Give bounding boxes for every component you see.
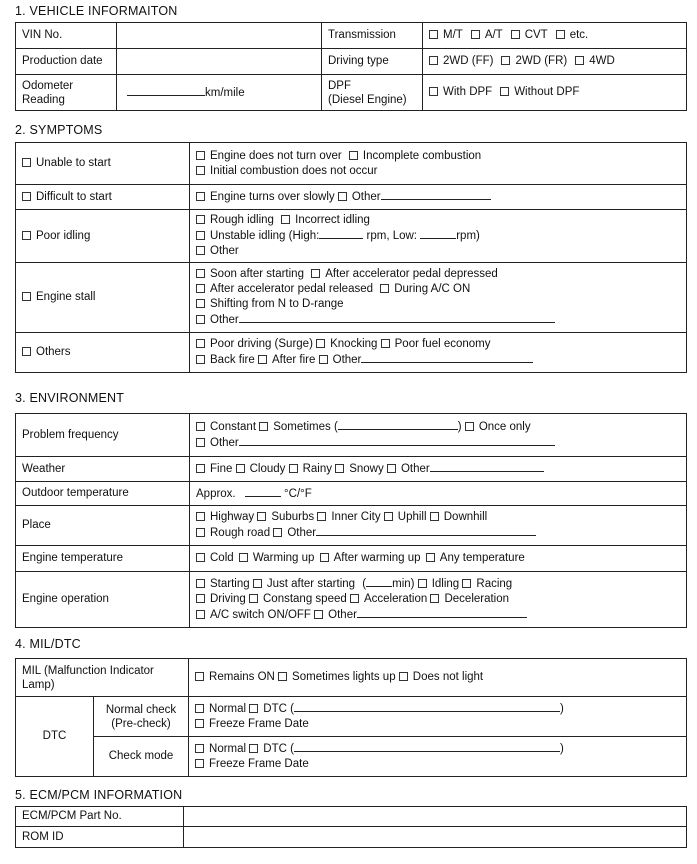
section-title-vehicle-info: 1. VEHICLE INFORMAITON (15, 4, 178, 18)
section-title-environment: 3. ENVIRONMENT (15, 391, 125, 405)
section-title-mil-dtc: 4. MIL/DTC (15, 637, 81, 651)
checkbox-icon[interactable] (380, 284, 389, 293)
checkbox-icon[interactable] (257, 512, 266, 521)
transmission-label: Transmission (322, 23, 423, 49)
checkbox-icon[interactable] (511, 30, 520, 39)
engine-operation-label: Engine operation (16, 572, 190, 628)
checkbox-icon[interactable] (320, 553, 329, 562)
section-title-symptoms: 2. SYMPTOMS (15, 123, 103, 137)
checkbox-icon[interactable] (195, 704, 204, 713)
odometer-field[interactable]: km/mile (117, 75, 322, 111)
checkbox-icon[interactable] (556, 30, 565, 39)
checkbox-icon[interactable] (259, 422, 268, 431)
transmission-options: M/T A/T CVT etc. (423, 23, 687, 49)
checkbox-icon[interactable] (253, 579, 262, 588)
checkbox-icon[interactable] (22, 292, 31, 301)
engine-temperature-label: Engine temperature (16, 546, 190, 572)
checkbox-icon[interactable] (349, 151, 358, 160)
checkbox-icon[interactable] (236, 464, 245, 473)
checkbox-icon[interactable] (317, 512, 326, 521)
problem-frequency-label: Problem frequency (16, 414, 190, 457)
checkbox-icon[interactable] (319, 355, 328, 364)
checkbox-icon[interactable] (311, 269, 320, 278)
checkbox-icon[interactable] (196, 284, 205, 293)
checkbox-icon[interactable] (462, 579, 471, 588)
checkbox-icon[interactable] (316, 339, 325, 348)
checkbox-icon[interactable] (196, 269, 205, 278)
checkbox-icon[interactable] (249, 704, 258, 713)
checkbox-icon[interactable] (350, 594, 359, 603)
checkbox-icon[interactable] (426, 553, 435, 562)
checkbox-icon[interactable] (22, 347, 31, 356)
checkbox-icon[interactable] (196, 246, 205, 255)
checkbox-icon[interactable] (429, 87, 438, 96)
ecm-part-no-field[interactable] (184, 807, 687, 827)
checkbox-icon[interactable] (429, 30, 438, 39)
checkbox-icon[interactable] (500, 87, 509, 96)
checkbox-icon[interactable] (430, 594, 439, 603)
checkbox-icon[interactable] (196, 231, 205, 240)
symptom-others[interactable]: Others (16, 333, 190, 373)
checkbox-icon[interactable] (195, 719, 204, 728)
checkbox-icon[interactable] (196, 339, 205, 348)
checkbox-icon[interactable] (465, 422, 474, 431)
checkbox-icon[interactable] (335, 464, 344, 473)
checkbox-icon[interactable] (418, 579, 427, 588)
outdoor-temperature-label: Outdoor temperature (16, 482, 190, 506)
checkbox-icon[interactable] (387, 464, 396, 473)
checkbox-icon[interactable] (273, 528, 282, 537)
checkbox-icon[interactable] (196, 355, 205, 364)
symptom-engine-stall[interactable]: Engine stall (16, 263, 190, 333)
checkbox-icon[interactable] (249, 744, 258, 753)
symptom-poor-idling[interactable]: Poor idling (16, 210, 190, 263)
checkbox-icon[interactable] (501, 56, 510, 65)
ecm-part-no-label: ECM/PCM Part No. (16, 807, 184, 827)
checkbox-icon[interactable] (196, 438, 205, 447)
checkbox-icon[interactable] (196, 579, 205, 588)
checkbox-icon[interactable] (196, 151, 205, 160)
driving-type-options: 2WD (FF) 2WD (FR) 4WD (423, 49, 687, 75)
checkbox-icon[interactable] (258, 355, 267, 364)
checkbox-icon[interactable] (196, 299, 205, 308)
checkbox-icon[interactable] (22, 231, 31, 240)
symptom-difficult-to-start[interactable]: Difficult to start (16, 185, 190, 210)
dtc-label: DTC (16, 697, 94, 777)
mil-dtc-table: MIL (Malfunction Indicator Lamp) Remains ON Sometimes lights up Does not light DTC Normal check (Pre-check) Normal DTC ( ) Freeze Frame Date Check mode Normal DTC ( ) Freeze Frame Date (15, 658, 687, 777)
checkbox-icon[interactable] (429, 56, 438, 65)
dpf-label: DPF (Diesel Engine) (322, 75, 423, 111)
checkbox-icon[interactable] (196, 464, 205, 473)
checkbox-icon[interactable] (430, 512, 439, 521)
checkbox-icon[interactable] (249, 594, 258, 603)
checkbox-icon[interactable] (22, 192, 31, 201)
production-date-field[interactable] (117, 49, 322, 75)
section-title-ecm-pcm: 5. ECM/PCM INFORMATION (15, 788, 183, 802)
weather-label: Weather (16, 457, 190, 482)
checkbox-icon[interactable] (239, 553, 248, 562)
checkbox-icon[interactable] (196, 610, 205, 619)
ecm-pcm-table (15, 806, 687, 848)
checkbox-icon[interactable] (289, 464, 298, 473)
checkbox-icon[interactable] (338, 192, 347, 201)
checkbox-icon[interactable] (196, 192, 205, 201)
vehicle-info-table (15, 22, 687, 111)
rom-id-field[interactable] (184, 827, 687, 848)
environment-table: Problem frequency Constant Sometimes ( ) Once only Other Weather Fine Cloudy Rainy Snowy Other Outdoor temperature Approx. °C/°F Place Highway Suburbs Inner City Uphill Downhill Rough road Other Engine temperature Cold Warming up After warming up Any temperature Engine operation Starting Just after starting ( min) Idling Racing Driving Constang speed Acceleration Deceleration A/C switch ON/OFF Other (15, 413, 687, 628)
checkbox-icon[interactable] (195, 744, 204, 753)
checkbox-icon[interactable] (196, 315, 205, 324)
mil-label: MIL (Malfunction Indicator Lamp) (16, 659, 189, 697)
checkbox-icon[interactable] (575, 56, 584, 65)
check-mode-label: Check mode (94, 737, 189, 777)
checkbox-icon[interactable] (196, 422, 205, 431)
driving-type-label: Driving type (322, 49, 423, 75)
checkbox-icon[interactable] (196, 512, 205, 521)
checkbox-icon[interactable] (281, 215, 290, 224)
checkbox-icon[interactable] (278, 672, 287, 681)
checkbox-icon[interactable] (22, 158, 31, 167)
place-label: Place (16, 506, 190, 546)
checkbox-icon[interactable] (196, 215, 205, 224)
vin-label: VIN No. (16, 23, 117, 49)
dpf-options: With DPF Without DPF (423, 75, 687, 111)
checkbox-icon[interactable] (399, 672, 408, 681)
checkbox-icon[interactable] (195, 672, 204, 681)
production-date-label: Production date (16, 49, 117, 75)
checkbox-icon[interactable] (381, 339, 390, 348)
normal-check-label: Normal check (Pre-check) (94, 697, 189, 737)
symptoms-table: Unable to start Engine does not turn over Incomplete combustion Initial combustion does not occur Difficult to start Engine turns over slowly Other Poor idling Rough idling Incorrect idling Unstable idling (High: rpm, Low: rpm) Other Engine stall Soon after starting After accelerator pedal depressed After accelerator pedal released During A/C ON Shifting from N to D-range Other Others Poor driving (Surge) Knocking Poor fuel economy Back fire After fire Other (15, 142, 687, 373)
rom-id-label: ROM ID (16, 827, 184, 848)
checkbox-icon[interactable] (196, 528, 205, 537)
checkbox-icon[interactable] (384, 512, 393, 521)
checkbox-icon[interactable] (196, 166, 205, 175)
symptom-unable-to-start[interactable]: Unable to start (16, 143, 190, 185)
checkbox-icon[interactable] (196, 594, 205, 603)
checkbox-icon[interactable] (195, 759, 204, 768)
vin-field[interactable] (117, 23, 322, 49)
checkbox-icon[interactable] (196, 553, 205, 562)
checkbox-icon[interactable] (314, 610, 323, 619)
odometer-label: Odometer Reading (16, 75, 117, 111)
checkbox-icon[interactable] (471, 30, 480, 39)
